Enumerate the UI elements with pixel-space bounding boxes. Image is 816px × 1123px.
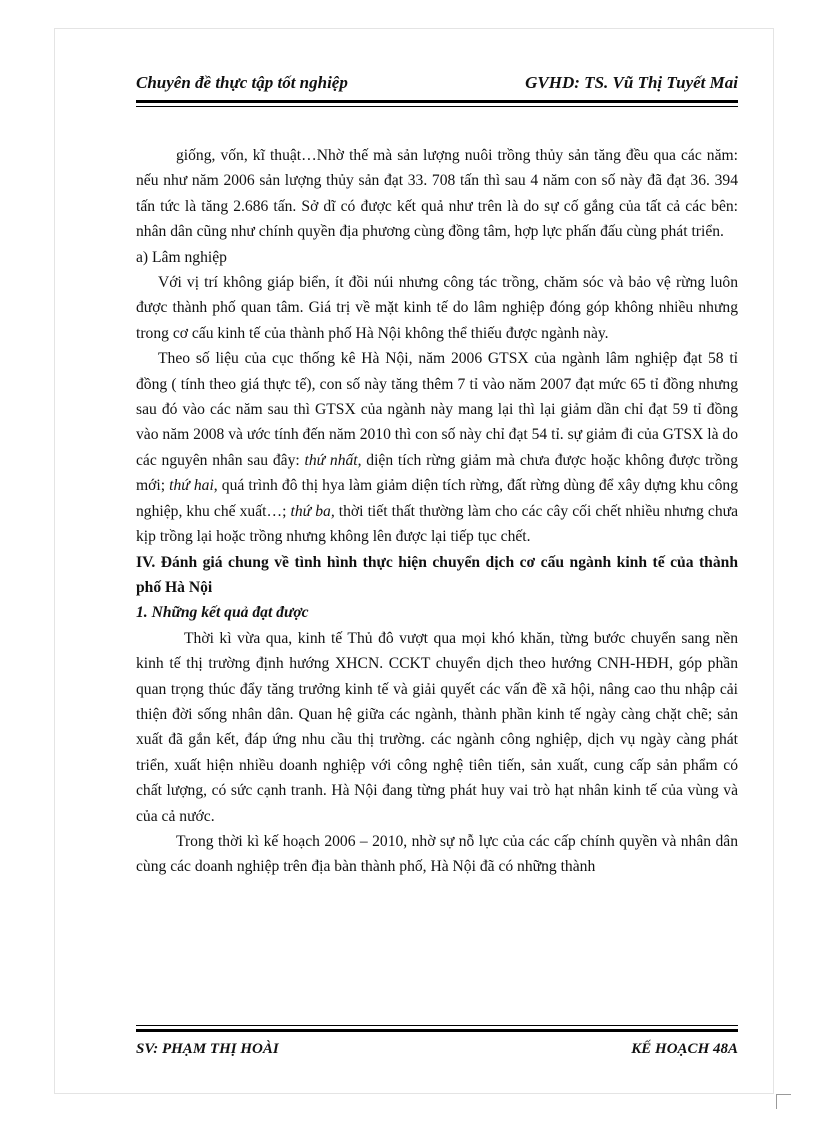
text-run: , quá trình đô thị hya làm giảm diện tích rừng, đất rừng dùng để xây dựng khu công nghiệp, khu chế xuất…; <box>136 477 738 520</box>
paragraph-aquaculture: giống, vốn, kĩ thuật…Nhờ thế mà sản lượng nuôi trồng thủy sản tăng đều qua các năm: nếu như năm 2006 sản lượng thủy sản đạt 33. 708 tấn thì sau 4 năm con số này đã đạt 36. 394 tấn tức là tăng 2.686 tấn. Sở dĩ có được kết quả như trên là do sự cố gắng của tất cả các bên: nhân dân cũng như chính quyền địa phương cùng đồng tâm, hợp lực phấn đấu cùng phát triển. <box>136 147 738 241</box>
footer-rule-thick <box>136 1029 738 1032</box>
header-rule-thin <box>136 106 738 107</box>
text-run: , diện tích rừng giảm mà chưa được hoặc không được trồng mới; <box>136 451 738 495</box>
subsection-heading-1: 1. Những kết quả đạt được <box>136 604 309 622</box>
paragraph-forestry-intro: Với vị trí không giáp biển, ít đồi núi nhưng công tác trồng, chăm sóc và bảo vệ rừng luôn được thành phố quan tâm. Giá trị về mặt kinh tế do lâm nghiệp đóng góp không nhiều nhưng trong cơ cấu kinh tế của thành phố Hà Nội không thể thiếu được ngành này. <box>136 274 738 342</box>
text-run: thời tiết thất thường làm cho các cây cối chết nhiều nhưng chưa kịp trồng lại hoặc trồng nhưng không lên được lại tiếp tục chết. <box>136 502 738 546</box>
list-item-forestry: a) Lâm nghiệp <box>136 248 227 266</box>
crop-mark <box>776 1094 791 1109</box>
footer-class: KẾ HOẠCH 48A <box>631 1041 738 1057</box>
emphasis-third: thứ ba, <box>290 502 335 520</box>
footer-rule-thin <box>136 1025 738 1026</box>
emphasis-second: thứ hai <box>169 477 214 495</box>
paragraph-forestry-stats <box>136 346 738 549</box>
section-heading-iv: IV. Đánh giá chung về tình hình thực hiện chuyển dịch cơ cấu ngành kinh tế của thành phố Hà Nội <box>136 553 738 596</box>
emphasis-first: thứ nhất <box>304 451 358 469</box>
text-run: Theo số liệu của cục thống kê Hà Nội, năm 2006 GTSX của ngành lâm nghiệp đạt 58 tỉ đồng ( tính theo giá thực tế), con số này tăng thêm 7 tỉ vào năm 2007 đạt mức 65 tỉ đồng nhưng sau đó vào các năm sau thì GTSX của ngành này mang lại thì lại giảm dần chỉ đạt 59 tỉ đồng vào năm 2008 và ước tính đến năm 2010 thì con số này chỉ đạt 54 tỉ. sự giảm đi của GTSX là do các nguyên nhân sau đây: <box>136 350 739 469</box>
header-rule-thick <box>136 100 738 103</box>
page-header <box>136 73 738 99</box>
paragraph-achievements: Thời kì vừa qua, kinh tế Thủ đô vượt qua mọi khó khăn, từng bước chuyển sang nền kinh tế thị trường định hướng XHCN. CCKT chuyển dịch theo hướng CNH-HĐH, góp phần quan trọng thúc đẩy tăng trưởng kinh tế và giải quyết các vấn đề xã hội, nâng cao thu nhập cải thiện đời sống nhân dân. Quan hệ giữa các ngành, thành phần kinh tế ngày càng chặt chẽ; sản xuất đã gắn kết, đáp ứng nhu cầu thị trường. các ngành công nghiệp, dịch vụ ngày càng phát triển, xuất hiện nhiều doanh nghiệp với công nghệ tiên tiến, sản xuất, cung cấp sản phẩm có chất lượng, có sức cạnh tranh. Hà Nội đang từng phát huy vai trò hạt nhân kinh tế của vùng và của cả nước. <box>136 629 738 825</box>
header-advisor: GVHD: TS. Vũ Thị Tuyết Mai <box>525 73 738 92</box>
header-title: Chuyên đề thực tập tốt nghiệp <box>136 73 348 92</box>
footer-student: SV: PHẠM THỊ HOÀI <box>136 1041 279 1057</box>
paragraph-plan-period: Trong thời kì kế hoạch 2006 – 2010, nhờ sự nỗ lực của các cấp chính quyền và nhân dân cùng các doanh nghiệp trên địa bàn thành phố, Hà Nội đã có những thành <box>136 832 738 876</box>
page-footer <box>136 1041 738 1063</box>
document-body <box>136 143 738 880</box>
